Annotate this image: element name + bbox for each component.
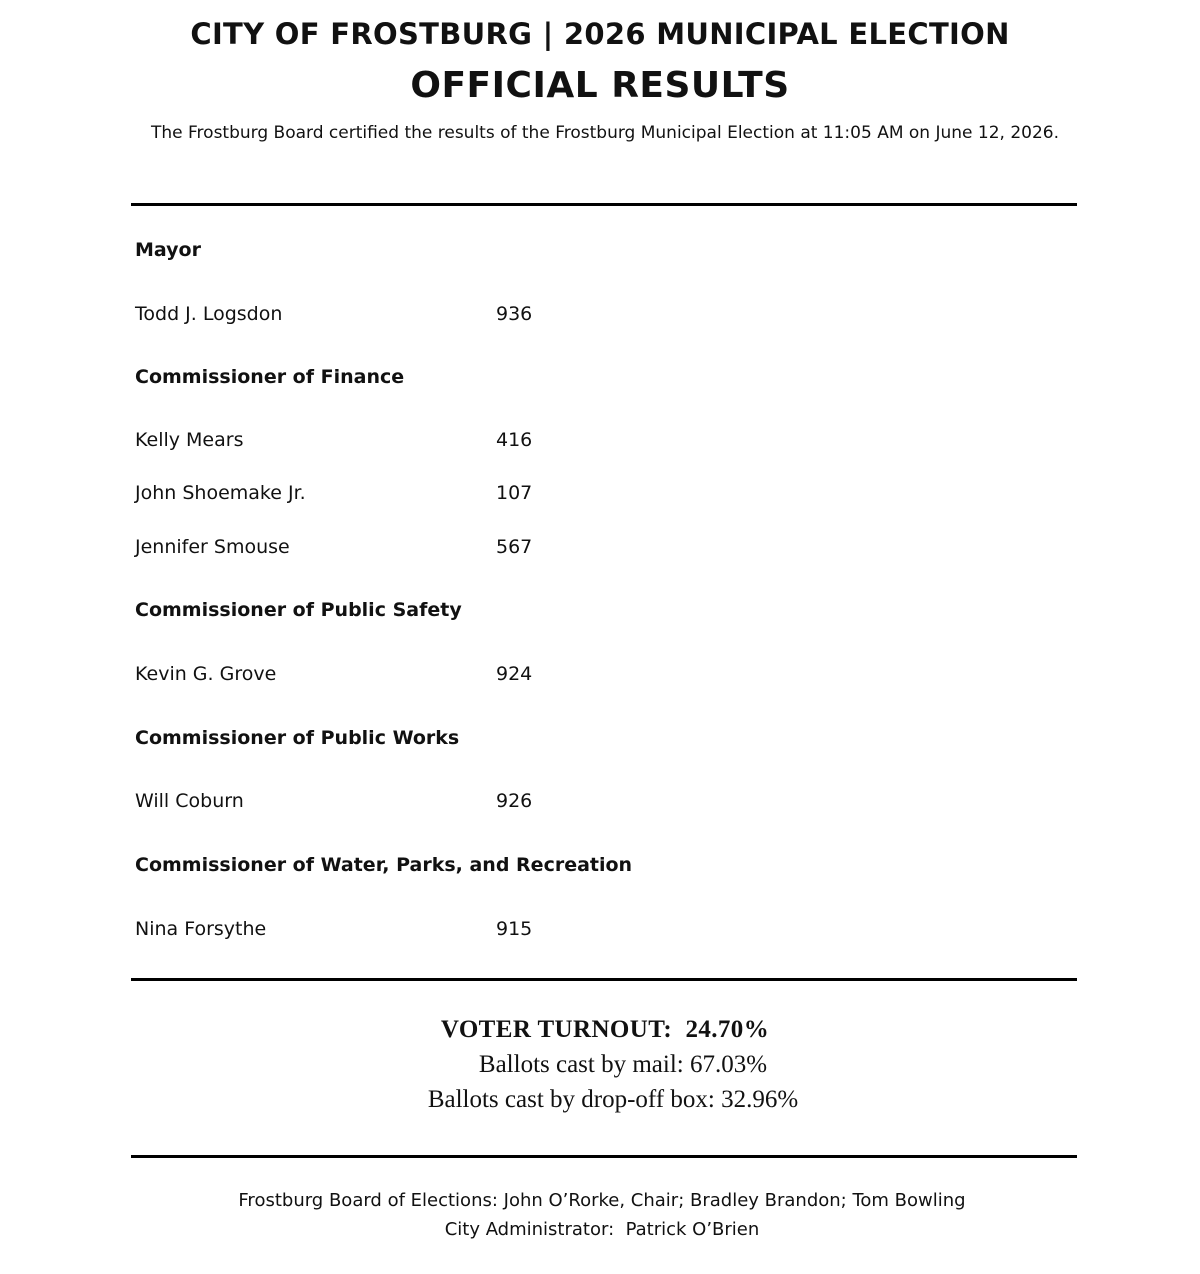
page-title: OFFICIAL RESULTS (410, 65, 790, 106)
candidate-votes: 936 (496, 303, 533, 325)
candidate-name: Kelly Mears (135, 429, 244, 451)
candidate-name: Todd J. Logsdon (135, 303, 283, 325)
candidate-votes: 567 (496, 536, 533, 558)
dropoff-ballots: Ballots cast by drop-off box: 32.96% (427, 1086, 799, 1113)
office-heading-water-parks: Commissioner of Water, Parks, and Recreation (135, 854, 633, 876)
certification-statement: The Frostburg Board certified the results of the Frostburg Municipal Election at 11:05 AM on June 12, 2026. (150, 123, 1060, 143)
divider-bottom (131, 1155, 1077, 1158)
office-heading-public-safety: Commissioner of Public Safety (135, 599, 462, 621)
divider-middle (131, 978, 1077, 981)
candidate-votes: 107 (496, 482, 533, 504)
header-title: CITY OF FROSTBURG | 2026 MUNICIPAL ELECTION (190, 17, 1010, 51)
footer-city-administrator: City Administrator: Patrick O’Brien (444, 1219, 760, 1240)
office-heading-public-works: Commissioner of Public Works (135, 727, 460, 749)
candidate-name: Will Coburn (135, 790, 244, 812)
footer-board-members: Frostburg Board of Elections: John O’Rorke, Chair; Bradley Brandon; Tom Bowling (238, 1190, 966, 1211)
candidate-name: Nina Forsythe (135, 918, 267, 940)
office-heading-finance: Commissioner of Finance (135, 366, 405, 388)
mail-ballots: Ballots cast by mail: 67.03% (478, 1051, 768, 1078)
candidate-votes: 924 (496, 663, 533, 685)
candidate-votes: 416 (496, 429, 533, 451)
candidate-votes: 915 (496, 918, 533, 940)
candidate-name: John Shoemake Jr. (135, 482, 306, 504)
candidate-name: Jennifer Smouse (135, 536, 290, 558)
voter-turnout: VOTER TURNOUT: 24.70% (440, 1016, 770, 1043)
office-heading-mayor: Mayor (135, 239, 201, 261)
candidate-votes: 926 (496, 790, 533, 812)
divider-top (131, 203, 1077, 206)
candidate-name: Kevin G. Grove (135, 663, 277, 685)
